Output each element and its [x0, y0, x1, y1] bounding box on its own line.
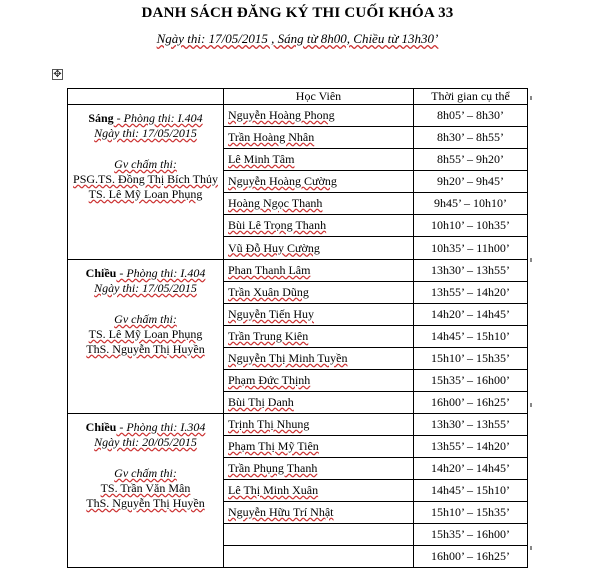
student-name-text: Nguyễn Hoàng Phong	[228, 108, 335, 122]
student-name-text: Phan Thanh Lâm	[228, 263, 311, 277]
subtitle-text: Ngày thi: 17/05/2015 , Sáng từ 8h00, Chiều từ 13h30’	[156, 31, 439, 46]
table-body	[68, 105, 528, 568]
student-name	[224, 171, 414, 193]
student-name	[224, 348, 414, 370]
table-row	[68, 414, 528, 436]
student-name	[224, 127, 414, 149]
time-slot: 9h45’ – 10h10’	[414, 193, 528, 215]
time-slot: 15h35’ – 16h00’	[414, 524, 528, 546]
time-slot: 16h00’ – 16h25’	[414, 546, 528, 568]
time-slot: 14h20’ – 14h45’	[414, 304, 528, 326]
student-name	[224, 260, 414, 282]
row-end-mark	[530, 96, 532, 100]
session-cell	[68, 105, 224, 260]
student-name-text: Nguyễn Tiến Huy	[228, 307, 315, 321]
student-name-text: Bùi Thị Danh	[228, 395, 294, 409]
student-name	[224, 370, 414, 392]
session-cell	[68, 260, 224, 414]
time-slot: 13h55’ – 14h20’	[414, 436, 528, 458]
student-name-text: Trần Hoàng Nhân	[228, 130, 315, 144]
student-name	[224, 282, 414, 304]
student-name	[224, 215, 414, 237]
time-slot: 10h35’ – 11h00’	[414, 237, 528, 260]
session-date: Ngày thi: 20/05/2015	[94, 435, 197, 449]
session-room: - Phòng thi: I.404	[116, 266, 206, 280]
student-name	[224, 480, 414, 502]
student-name	[224, 149, 414, 171]
student-name-text: Nguyễn Hữu Trí Nhật	[228, 505, 334, 519]
row-end-mark	[530, 258, 532, 262]
student-name-text: Nguyễn Hoàng Cường	[228, 174, 337, 188]
time-slot: 16h00’ – 16h25’	[414, 392, 528, 414]
time-slot: 15h10’ – 15h35’	[414, 348, 528, 370]
time-slot: 8h30’ – 8h55’	[414, 127, 528, 149]
examiner-name: PSG.TS. Đồng Thị Bích Thủy	[73, 172, 218, 186]
time-slot: 14h45’ – 15h10’	[414, 480, 528, 502]
document-subtitle	[0, 31, 595, 47]
time-slot: 13h30’ – 13h55’	[414, 414, 528, 436]
session-heading	[72, 111, 219, 126]
session-heading	[72, 420, 219, 435]
document-title: DANH SÁCH ĐĂNG KÝ THI CUỐI KHÓA 33	[141, 5, 454, 21]
time-slot: 9h20’ – 9h45’	[414, 171, 528, 193]
student-name	[224, 304, 414, 326]
student-name-text: Nguyễn Thị Minh Tuyền	[228, 351, 348, 365]
student-name-text: Phạm Thị Mỹ Tiên	[228, 439, 319, 453]
student-name	[224, 436, 414, 458]
examiner-name: ThS. Nguyễn Thị Huyền	[86, 342, 205, 356]
exam-schedule-table	[67, 88, 528, 568]
student-name-text: Trần Phụng Thanh	[228, 461, 318, 475]
time-slot: 13h55’ – 14h20’	[414, 282, 528, 304]
examiner-label: Gv chấm thi:	[114, 312, 177, 326]
header-empty-cell	[68, 89, 224, 105]
student-name-text: Phạm Đức Thịnh	[228, 373, 311, 387]
session-heading	[72, 266, 219, 281]
session-room: - Phòng thi: I.404	[113, 111, 203, 125]
time-slot: 15h10’ – 15h35’	[414, 502, 528, 524]
time-slot: 13h30’ – 13h55’	[414, 260, 528, 282]
session-spacer	[72, 450, 219, 466]
session-date: Ngày thi: 17/05/2015	[94, 126, 197, 140]
student-name-text: Bùi Lê Trọng Thanh	[228, 218, 327, 232]
header-student: Học Viên	[224, 89, 414, 105]
student-name	[224, 502, 414, 524]
student-name-text: Vũ Đỗ Huy Cường	[228, 240, 320, 255]
student-name	[224, 326, 414, 348]
time-slot: 8h55’ – 9h20’	[414, 149, 528, 171]
student-name	[224, 524, 414, 546]
row-end-mark	[530, 546, 532, 550]
table-move-handle-icon[interactable]: ✥	[53, 69, 62, 80]
session-period: Chiều	[85, 420, 117, 434]
examiner-label: Gv chấm thi:	[114, 466, 177, 480]
time-slot: 10h10’ – 10h35’	[414, 215, 528, 237]
session-period: Sáng	[88, 111, 114, 125]
examiner-name: TS. Lê Mỹ Loan Phụng	[88, 187, 203, 201]
time-slot: 14h20’ – 14h45’	[414, 458, 528, 480]
student-name	[224, 458, 414, 480]
session-period: Chiều	[85, 266, 117, 280]
student-name	[224, 414, 414, 436]
examiner-name: TS. Trần Văn Mân	[100, 481, 191, 495]
session-spacer	[72, 296, 219, 312]
header-time: Thời gian cụ thể	[414, 89, 528, 105]
student-name-text: Trần Trung Kiên	[228, 329, 309, 343]
student-name	[224, 237, 414, 260]
student-name-text: Lê Minh Tâm	[228, 152, 295, 166]
header-row	[68, 89, 528, 105]
row-end-mark	[530, 403, 532, 407]
examiner-name: ThS. Nguyễn Thị Huyền	[86, 496, 205, 510]
table-row	[68, 260, 528, 282]
table-row	[68, 105, 528, 127]
student-name-text: Lê Thị Minh Xuân	[228, 483, 319, 497]
student-name-text: Trịnh Thị Nhung	[228, 417, 310, 431]
session-date: Ngày thi: 17/05/2015	[94, 281, 197, 295]
session-room: - Phòng thi: I.304	[116, 420, 206, 434]
session-cell	[68, 414, 224, 568]
student-name-text: Hoàng Ngọc Thanh	[228, 196, 323, 210]
session-spacer	[72, 141, 219, 157]
student-name	[224, 193, 414, 215]
time-slot: 8h05’ – 8h30’	[414, 105, 528, 127]
student-name-text: Trần Xuân Dũng	[228, 285, 309, 299]
examiner-name: TS. Lê Mỹ Loan Phụng	[88, 327, 203, 341]
examiner-label: Gv chấm thi:	[114, 157, 177, 171]
student-name	[224, 392, 414, 414]
time-slot: 14h45’ – 15h10’	[414, 326, 528, 348]
time-slot: 15h35’ – 16h00’	[414, 370, 528, 392]
student-name	[224, 105, 414, 127]
